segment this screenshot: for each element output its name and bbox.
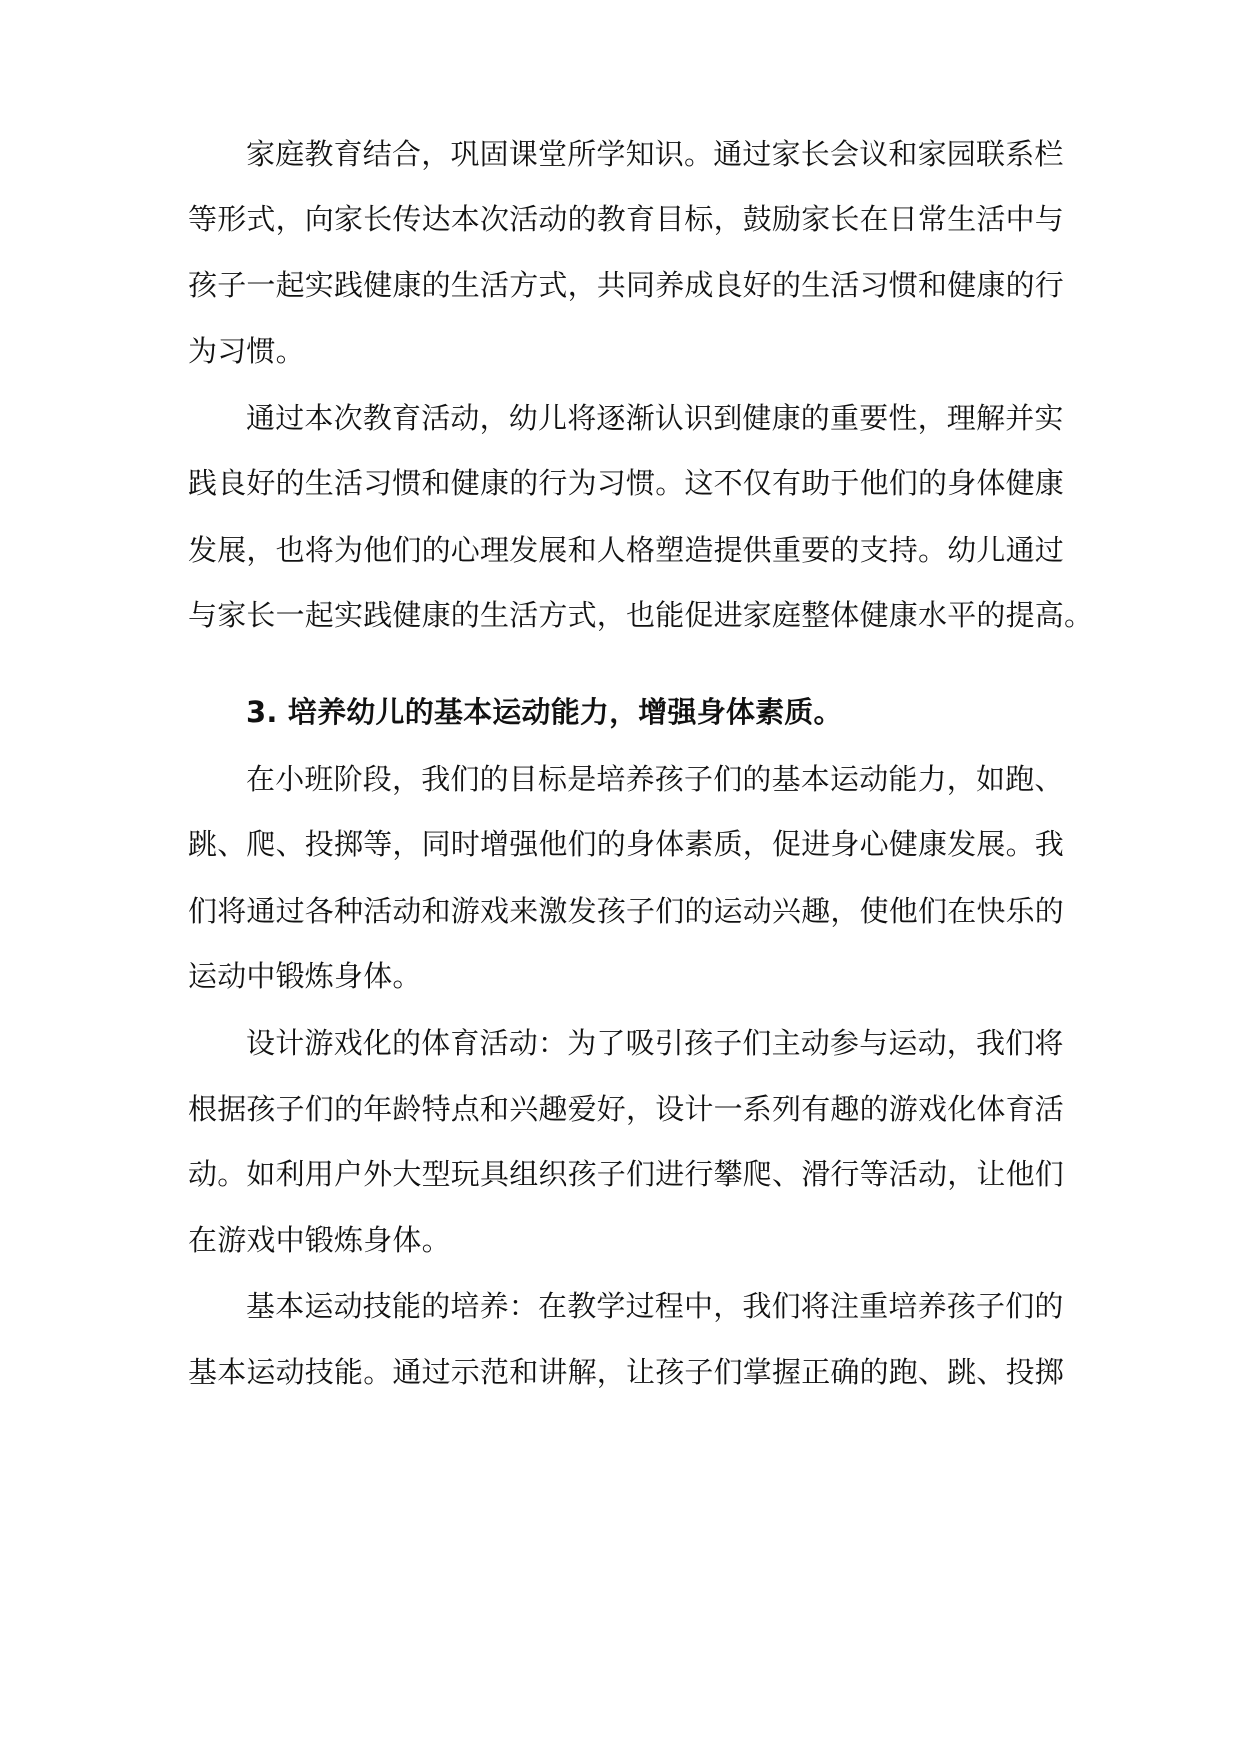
paragraph-5-line-1: 基本运动技能的培养：在教学过程中，我们将注重培养孩子们的 bbox=[246, 1289, 1064, 1323]
paragraph-2-line-4: 与家长一起实践健康的生活方式，也能促进家庭整体健康水平的提高。 bbox=[188, 598, 1094, 632]
paragraph-2-line-1: 通过本次教育活动，幼儿将逐渐认识到健康的重要性，理解并实 bbox=[246, 401, 1064, 435]
paragraph-3-line-2: 跳、爬、投掷等，同时增强他们的身体素质，促进身心健康发展。我 bbox=[188, 827, 1065, 861]
paragraph-2-line-3: 发展，也将为他们的心理发展和人格塑造提供重要的支持。幼儿通过 bbox=[188, 533, 1065, 567]
paragraph-1-line-4: 为习惯。 bbox=[188, 334, 305, 368]
paragraph-4-line-1: 设计游戏化的体育活动：为了吸引孩子们主动参与运动，我们将 bbox=[246, 1026, 1064, 1060]
paragraph-2-line-2: 践良好的生活习惯和健康的行为习惯。这不仅有助于他们的身体健康 bbox=[188, 466, 1065, 500]
paragraph-5-line-2: 基本运动技能。通过示范和讲解，让孩子们掌握正确的跑、跳、投掷 bbox=[188, 1355, 1065, 1389]
paragraph-1-line-2: 等形式，向家长传达本次活动的教育目标，鼓励家长在日常生活中与 bbox=[188, 202, 1065, 236]
section-heading: 3. 培养幼儿的基本运动能力，增强身体素质。 bbox=[246, 695, 843, 729]
paragraph-1-line-3: 孩子一起实践健康的生活方式，共同养成良好的生活习惯和健康的行 bbox=[188, 268, 1065, 302]
paragraph-1-line-1: 家庭教育结合，巩固课堂所学知识。通过家长会议和家园联系栏 bbox=[246, 137, 1064, 171]
paragraph-4-line-4: 在游戏中锻炼身体。 bbox=[188, 1223, 451, 1257]
paragraph-3-line-1: 在小班阶段，我们的目标是培养孩子们的基本运动能力，如跑、 bbox=[246, 762, 1064, 796]
paragraph-4-line-3: 动。如利用户外大型玩具组织孩子们进行攀爬、滑行等活动，让他们 bbox=[188, 1157, 1065, 1191]
paragraph-3-line-3: 们将通过各种活动和游戏来激发孩子们的运动兴趣，使他们在快乐的 bbox=[188, 894, 1065, 928]
paragraph-3-line-4: 运动中锻炼身体。 bbox=[188, 959, 422, 993]
paragraph-4-line-2: 根据孩子们的年龄特点和兴趣爱好，设计一系列有趣的游戏化体育活 bbox=[188, 1092, 1065, 1126]
